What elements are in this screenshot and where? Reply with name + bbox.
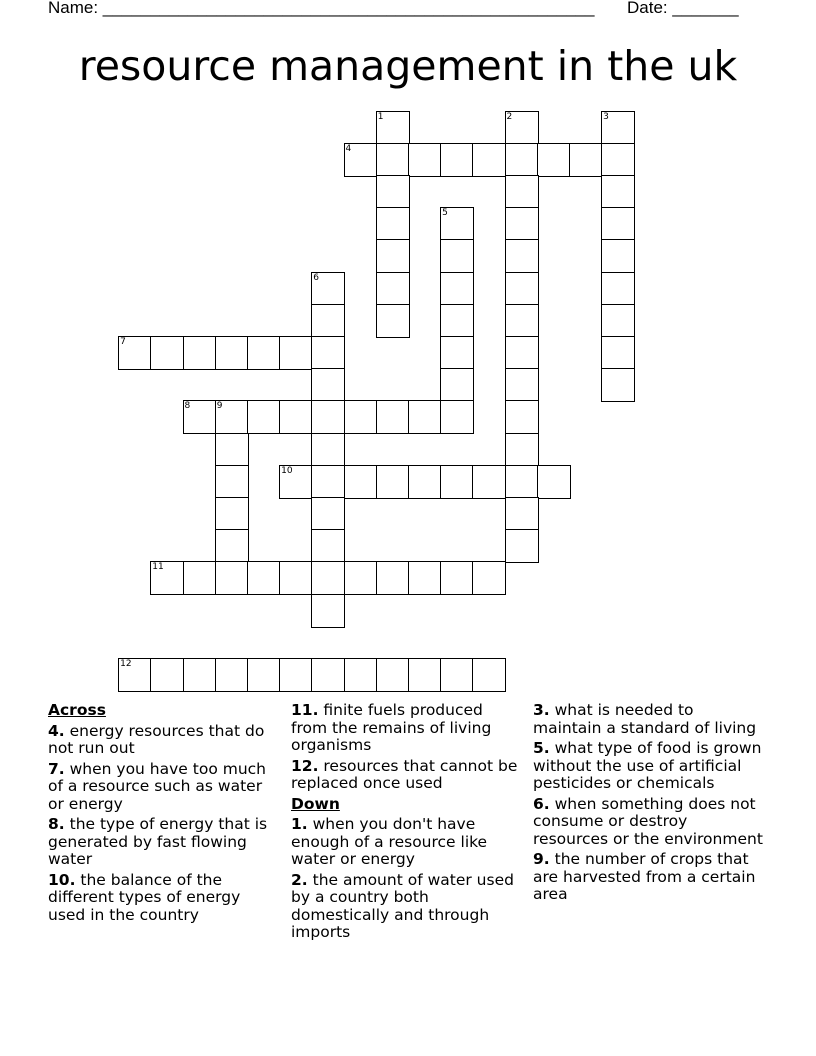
puzzle-title: resource management in the uk	[78, 42, 738, 90]
clue-number: 2	[506, 111, 513, 122]
clues-column-1	[48, 702, 280, 927]
grid-cell[interactable]	[311, 304, 345, 338]
grid-cell[interactable]	[376, 561, 410, 595]
clue-number: 5	[442, 208, 448, 219]
name-field[interactable]: Name: ____________________________________________________	[48, 0, 595, 17]
clue-down-5: 5. what type of food is grown without the use of artificial pesticides or chemicals	[533, 739, 762, 792]
grid-cell[interactable]	[505, 336, 539, 370]
grid-cell[interactable]	[376, 111, 410, 145]
grid-cell[interactable]	[472, 561, 506, 595]
grid-cell[interactable]	[440, 400, 474, 434]
clue-number: 1	[377, 111, 384, 122]
grid-cell[interactable]	[215, 497, 249, 531]
grid-cell[interactable]	[440, 336, 474, 370]
clue-across-8: 8. the type of energy that is generated by fast flowing water	[48, 815, 268, 868]
clue-across-7: 7. when you have too much of a resource such as water or energy	[48, 759, 267, 813]
grid-cell[interactable]	[505, 207, 539, 241]
grid-cell[interactable]	[472, 658, 506, 692]
grid-cell[interactable]	[601, 304, 635, 338]
clue-down-6: 6. when something does not consume or destroy resources or the environment	[533, 794, 763, 848]
grid-cell[interactable]	[537, 465, 571, 499]
grid-cell[interactable]	[440, 272, 474, 306]
clue-number: 12	[120, 659, 132, 669]
clues-column-3	[533, 702, 765, 907]
clue-number: 8	[184, 401, 191, 412]
grid-cell[interactable]	[505, 272, 539, 306]
grid-cell[interactable]	[215, 400, 249, 434]
grid-cell[interactable]	[601, 207, 635, 241]
grid-cell[interactable]	[183, 561, 217, 595]
grid-cell[interactable]	[376, 465, 410, 499]
date-field[interactable]: Date: _______	[627, 0, 739, 17]
grid-cell[interactable]	[440, 561, 474, 595]
clues-column-2	[291, 702, 523, 945]
grid-cell[interactable]	[505, 111, 539, 145]
clue-down-1: 1. when you don't have enough of a resource like water or energy	[291, 815, 488, 868]
grid-cell[interactable]	[440, 658, 474, 692]
clue-number: 9	[216, 401, 223, 412]
clue-across-4: 4. energy resources that do not run out	[48, 721, 265, 757]
grid-cell[interactable]	[279, 658, 313, 692]
grid-cell[interactable]	[505, 175, 539, 209]
grid-cell[interactable]	[376, 175, 410, 209]
grid-cell[interactable]	[505, 239, 539, 273]
grid-cell[interactable]	[311, 400, 345, 434]
grid-cell[interactable]	[376, 400, 410, 434]
grid-cell[interactable]	[440, 143, 474, 177]
grid-cell[interactable]	[344, 658, 378, 692]
grid-cell[interactable]	[311, 433, 345, 467]
grid-cell[interactable]	[376, 239, 410, 273]
grid-cell[interactable]	[440, 239, 474, 273]
grid-cell[interactable]	[505, 368, 539, 402]
grid-cell[interactable]	[150, 561, 184, 595]
grid-cell[interactable]	[505, 465, 539, 499]
grid-cell[interactable]	[537, 143, 571, 177]
grid-cell[interactable]	[505, 529, 539, 563]
grid-cell[interactable]	[505, 304, 539, 338]
grid-cell[interactable]	[408, 143, 442, 177]
grid-cell[interactable]	[118, 658, 152, 692]
grid-cell[interactable]	[408, 400, 442, 434]
grid-cell[interactable]	[376, 143, 410, 177]
grid-cell[interactable]	[344, 143, 378, 177]
grid-cell[interactable]	[376, 272, 410, 306]
grid-cell[interactable]	[150, 336, 184, 370]
clue-across-10: 10. the balance of the different types of energy used in the country	[48, 870, 241, 924]
grid-cell[interactable]	[376, 207, 410, 241]
grid-cell[interactable]	[601, 111, 635, 145]
grid-cell[interactable]	[505, 497, 539, 531]
grid-cell[interactable]	[472, 465, 506, 499]
grid-cell[interactable]	[408, 658, 442, 692]
grid-cell[interactable]	[472, 143, 506, 177]
grid-cell[interactable]	[247, 336, 281, 370]
grid-cell[interactable]	[376, 658, 410, 692]
grid-cell[interactable]	[311, 465, 345, 499]
grid-cell[interactable]	[344, 465, 378, 499]
clue-across-12: 12. resources that cannot be replaced once used	[291, 756, 518, 792]
grid-cell[interactable]	[247, 400, 281, 434]
clue-number: 7	[120, 337, 126, 347]
clue-number: 11	[152, 562, 164, 573]
grid-cell[interactable]	[408, 465, 442, 499]
grid-cell[interactable]	[440, 304, 474, 338]
grid-cell[interactable]	[601, 368, 635, 402]
grid-cell[interactable]	[215, 336, 249, 370]
grid-cell[interactable]	[311, 594, 345, 628]
grid-cell[interactable]	[311, 368, 345, 402]
clue-number: 3	[603, 111, 609, 122]
grid-cell[interactable]	[247, 658, 281, 692]
grid-cell[interactable]	[601, 336, 635, 370]
grid-cell[interactable]	[183, 400, 217, 434]
grid-cell[interactable]	[183, 336, 217, 370]
grid-cell[interactable]	[311, 272, 345, 306]
grid-cell[interactable]	[601, 143, 635, 177]
grid-cell[interactable]	[215, 561, 249, 595]
grid-cell[interactable]	[279, 561, 313, 595]
grid-cell[interactable]	[311, 336, 345, 370]
grid-cell[interactable]	[440, 207, 474, 241]
clue-number: 6	[313, 272, 320, 283]
grid-cell[interactable]	[150, 658, 184, 692]
grid-cell[interactable]	[440, 465, 474, 499]
down-heading: Down	[291, 794, 340, 813]
clue-down-9: 9. the number of crops that are harvested from a certain area	[533, 850, 756, 903]
clue-down-3: 3. what is needed to maintain a standard of living	[533, 701, 757, 737]
grid-cell[interactable]	[311, 529, 345, 563]
clue-number: 4	[345, 143, 352, 154]
clue-across-11: 11. finite fuels produced from the remains of living organisms	[291, 701, 492, 754]
grid-cell[interactable]	[505, 433, 539, 467]
grid-cell[interactable]	[344, 400, 378, 434]
grid-cell[interactable]	[215, 433, 249, 467]
grid-cell[interactable]	[440, 368, 474, 402]
grid-cell[interactable]	[601, 175, 635, 209]
grid-cell[interactable]	[215, 658, 249, 692]
grid-cell[interactable]	[311, 561, 345, 595]
grid-cell[interactable]	[344, 561, 378, 595]
clue-number: 10	[281, 465, 293, 476]
grid-cell[interactable]	[601, 239, 635, 273]
grid-cell[interactable]	[247, 561, 281, 595]
grid-cell[interactable]	[505, 143, 539, 177]
grid-cell[interactable]	[376, 304, 410, 338]
grid-cell[interactable]	[215, 529, 249, 563]
grid-cell[interactable]	[215, 465, 249, 499]
grid-cell[interactable]	[279, 400, 313, 434]
clue-down-2: 2. the amount of water used by a country both domestically and through imports	[291, 870, 514, 941]
grid-cell[interactable]	[505, 400, 539, 434]
grid-cell[interactable]	[408, 561, 442, 595]
grid-cell[interactable]	[569, 143, 603, 177]
grid-cell[interactable]	[183, 658, 217, 692]
grid-cell[interactable]	[601, 272, 635, 306]
across-heading: Across	[48, 701, 106, 719]
grid-cell[interactable]	[311, 658, 345, 692]
grid-cell[interactable]	[311, 497, 345, 531]
grid-cell[interactable]	[279, 336, 313, 370]
grid-cell[interactable]	[118, 336, 152, 370]
grid-cell[interactable]	[279, 465, 313, 499]
